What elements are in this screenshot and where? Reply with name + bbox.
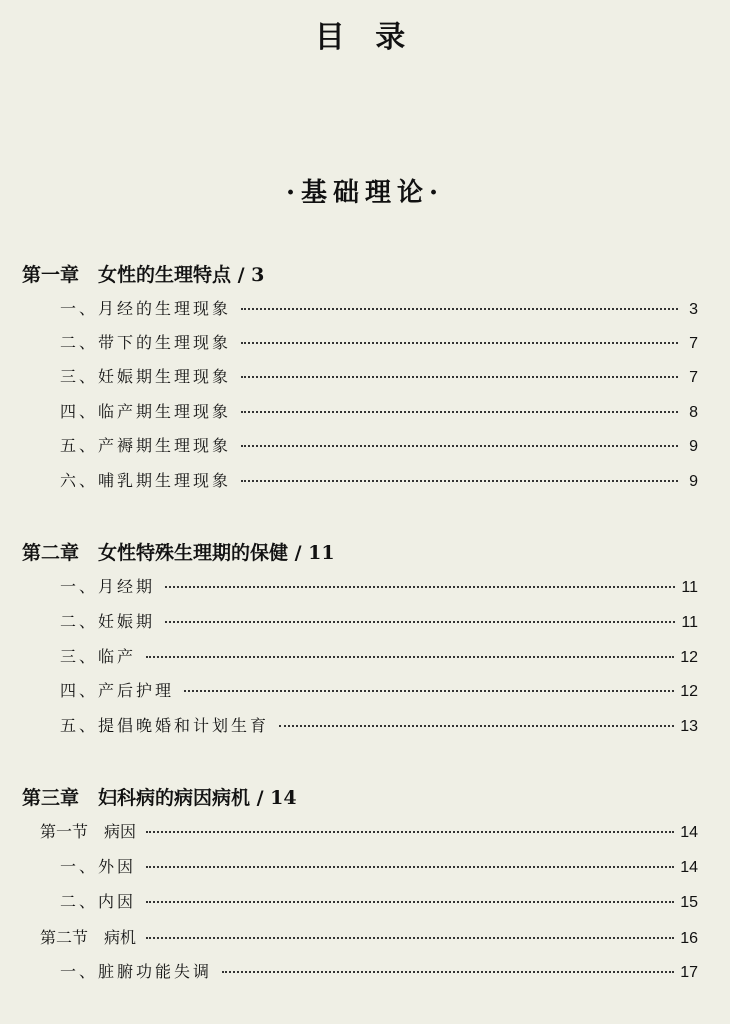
toc-entry[interactable] <box>60 470 698 493</box>
toc-entry[interactable] <box>60 366 698 389</box>
page-number: 15 <box>680 894 698 911</box>
entry-label: 三、妊娠期生理现象 <box>60 367 232 386</box>
entry-label: 二、妊娠期 <box>60 612 156 631</box>
page-number: 14 <box>680 824 698 841</box>
entry-label: 四、产后护理 <box>60 681 175 700</box>
entry-label: 四、临产期生理现象 <box>60 402 232 421</box>
entry-label: 一、月经的生理现象 <box>60 299 232 318</box>
entry-label: 二、带下的生理现象 <box>60 333 232 352</box>
entry-label: 第二节 病机 <box>40 928 137 947</box>
toc-entry[interactable] <box>60 401 698 424</box>
toc-entry[interactable] <box>60 856 698 879</box>
entry-label: 一、月经期 <box>60 577 156 596</box>
toc-entry[interactable] <box>60 646 698 669</box>
section-heading: ·基础理论· <box>285 178 445 208</box>
entry-label: 三、临产 <box>60 647 137 666</box>
page-number: 14 <box>680 859 698 876</box>
toc-entry[interactable] <box>60 891 698 914</box>
dot-leader <box>241 480 678 482</box>
dot-leader <box>241 376 678 378</box>
entry-label: 一、外因 <box>60 857 137 876</box>
dot-leader <box>184 690 674 692</box>
toc-entry[interactable] <box>60 332 698 355</box>
toc-entry[interactable] <box>60 680 698 703</box>
page-number: 11 <box>681 614 698 631</box>
entry-label: 五、产褥期生理现象 <box>60 436 232 455</box>
page-number: 9 <box>689 473 698 490</box>
toc-entry[interactable] <box>60 435 698 458</box>
dot-leader <box>222 971 674 973</box>
dot-leader <box>146 831 674 833</box>
page-number: 16 <box>680 930 698 947</box>
page-number: 7 <box>689 369 698 386</box>
entry-label: 一、脏腑功能失调 <box>60 962 213 981</box>
entry-label: 二、内因 <box>60 892 137 911</box>
entry-label: 五、提倡晚婚和计划生育 <box>60 716 270 735</box>
page-number: 17 <box>680 964 698 981</box>
toc-entry[interactable] <box>60 611 698 634</box>
page-number: 13 <box>680 718 698 735</box>
dot-leader <box>241 342 678 344</box>
page-number: 3 <box>689 301 698 318</box>
page-number: 9 <box>689 438 698 455</box>
dot-leader <box>241 308 678 310</box>
page-number: 8 <box>689 404 698 421</box>
dot-leader <box>146 866 674 868</box>
chapter-heading: 第三章 妇科病的病因病机 / 14 <box>22 787 297 809</box>
toc-entry[interactable] <box>60 576 698 599</box>
toc-entry[interactable] <box>60 715 698 738</box>
dot-leader <box>279 725 674 727</box>
toc-section-entry[interactable] <box>40 821 698 844</box>
toc-entry[interactable] <box>60 961 698 984</box>
toc-entry[interactable] <box>60 298 698 321</box>
dot-leader <box>146 937 674 939</box>
page-title: 目 录 <box>314 20 416 55</box>
dot-leader <box>241 411 678 413</box>
dot-leader <box>146 656 674 658</box>
chapter-heading: 第一章 女性的生理特点 / 3 <box>22 264 265 286</box>
dot-leader <box>165 586 675 588</box>
page-number: 11 <box>681 579 698 596</box>
entry-label: 六、哺乳期生理现象 <box>60 471 232 490</box>
entry-label: 第一节 病因 <box>40 822 137 841</box>
chapter-heading: 第二章 女性特殊生理期的保健 / 11 <box>22 542 335 564</box>
dot-leader <box>146 901 674 903</box>
page-number: 7 <box>689 335 698 352</box>
toc-section-entry[interactable] <box>40 927 698 950</box>
page-number: 12 <box>680 649 698 666</box>
dot-leader <box>165 621 675 623</box>
page-number: 12 <box>680 683 698 700</box>
dot-leader <box>241 445 678 447</box>
